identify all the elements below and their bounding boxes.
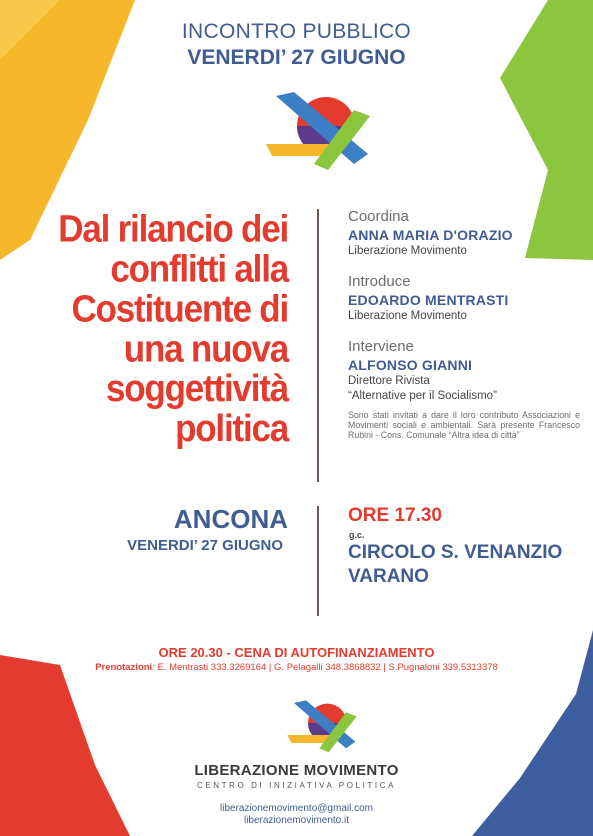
booking-info (0, 662, 593, 673)
headline: Dal rilancio dei conflitti alla Costituente di una nuova soggettività politica (58, 207, 288, 450)
speaker-name: ALFONSO GIANNI (348, 357, 473, 373)
speaker-name: EDOARDO MENTRASTI (348, 292, 509, 308)
divider-line-top (317, 209, 319, 482)
contact-website: liberazionemovimento.it (243, 815, 350, 826)
divider-line-bottom (317, 506, 319, 616)
event-gc-label: g.c. (349, 530, 365, 540)
venue-line-1: CIRCOLO S. VENANZIO (348, 542, 563, 563)
movement-logo-icon (286, 700, 358, 754)
contact-email: liberazionemovimento@gmail.com (220, 803, 373, 814)
speaker-role: Coordina (348, 208, 409, 225)
speaker-block-introduce (348, 273, 580, 324)
booking-contacts: : E. Mentrasti 333.3269164 | G. Pelagalli 348.3868832 | S.Pugnaloni 339.5313378 (152, 662, 498, 673)
speaker-org: Liberazione Movimento (348, 310, 467, 322)
organization-subtitle: CENTRO DI INIZIATIVA POLITICA (196, 781, 397, 790)
booking-label: Prenotazioni (95, 662, 153, 673)
venue-line-2: VARANO (348, 566, 429, 587)
invited-note: Sono stati invitati a dare il loro contributo Associazioni e Movimenti sociali e ambientali. Sarà presente Francesco Rubini - Cons. Comunale “Altra idea di città” (348, 410, 580, 440)
speaker-name: ANNA MARIA D'ORAZIO (348, 227, 513, 243)
event-city: ANCONA (173, 504, 288, 534)
dinner-title: ORE 20.30 - CENA DI AUTOFINANZIAMENTO (158, 645, 435, 660)
speaker-org: Liberazione Movimento (348, 245, 467, 257)
organization-name: LIBERAZIONE MOVIMENTO (194, 762, 399, 779)
speaker-role: Interviene (348, 338, 414, 355)
event-date: VENERDI’ 27 GIUGNO (127, 537, 283, 554)
event-time: ORE 17.30 (348, 505, 442, 526)
speaker-org-magazine: “Alternative per il Socialismo” (348, 390, 497, 402)
speaker-block-interviene (348, 338, 580, 404)
speaker-role: Introduce (348, 273, 411, 290)
speaker-block-coordina (348, 208, 580, 259)
movement-logo-icon (264, 92, 372, 172)
event-kicker: INCONTRO PUBBLICO (181, 20, 412, 43)
speakers-list (348, 208, 580, 440)
speaker-org: Direttore Rivista (348, 375, 430, 387)
event-top-date: VENERDI’ 27 GIUGNO (187, 46, 406, 69)
event-venue (348, 541, 583, 589)
